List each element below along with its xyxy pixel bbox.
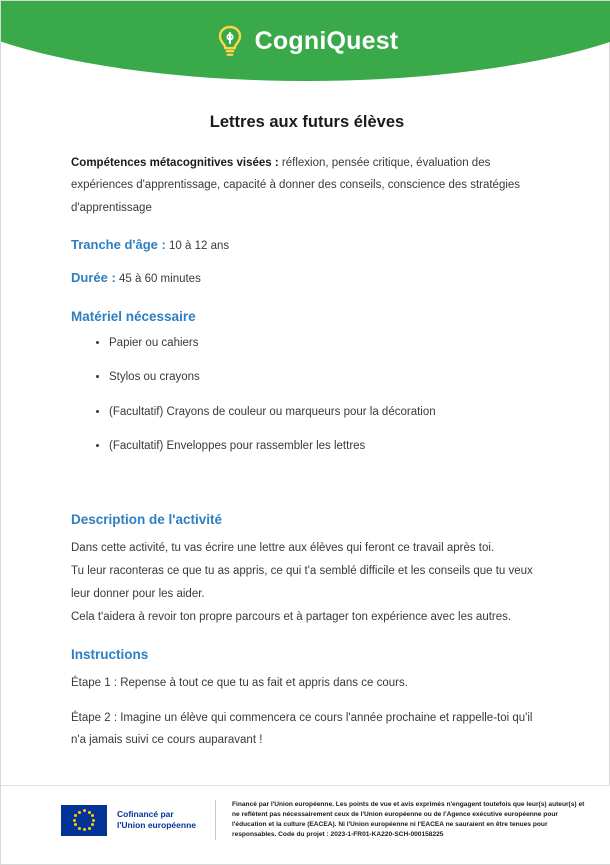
page-footer [1, 785, 610, 864]
document-content [71, 101, 543, 765]
cofunded-label: Cofinancé par l'Union européenne [117, 808, 196, 831]
page-title: Lettres aux futurs élèves [209, 113, 405, 131]
list-item: • (Facultatif) Enveloppes pour rassembler les lettres [109, 437, 543, 455]
description-line: Cela t'aidera à revoir ton propre parcours et à partager ton expérience avec les autres. [71, 610, 512, 623]
lightbulb-icon [214, 23, 246, 59]
instruction-step: Étape 2 : Imagine un élève qui commencera ce cours l'année prochaine et rappelle-toi qu'il n'a jamais suivi ce cours auparavant ! [71, 711, 533, 747]
age-range-value: 10 à 12 ans [165, 240, 230, 253]
description-line: Dans cette activité, tu vas écrire une lettre aux élèves qui feront ce travail après toi. [71, 541, 495, 554]
brand-name: CogniQuest [254, 26, 399, 55]
list-item: • Stylos ou crayons [109, 368, 543, 386]
instruction-step: Étape 1 : Repense à tout ce que tu as fait et appris dans ce cours. [71, 676, 408, 689]
description-heading: Description de l'activité [71, 511, 223, 527]
list-item: • (Facultatif) Crayons de couleur ou marqueurs pour la décoration [109, 403, 543, 421]
list-item: • Papier ou cahiers [109, 334, 543, 352]
competences-label: Compétences métacognitives visées : [71, 157, 279, 169]
materials-list [71, 334, 543, 456]
duration-value: 45 à 60 minutes [115, 273, 201, 286]
brand-lockup [1, 23, 610, 59]
instructions-heading: Instructions [71, 646, 149, 662]
description-line: Tu leur raconteras ce que tu as appris, ce qui t'a semblé difficile et les conseils que tu veux leur donner pour les aider. [71, 564, 533, 600]
competences-text: réflexion, pensée critique, évaluation des expériences d'apprentissage, capacité à donner des conseils, conscience des stratégies d'apprentissage [71, 157, 521, 214]
header-banner [1, 1, 610, 87]
age-range-label: Tranche d'âge : [71, 237, 166, 253]
footer-divider [215, 800, 216, 840]
duration-line [71, 266, 543, 291]
age-range-line [71, 233, 543, 258]
eu-flag-icon [61, 805, 107, 836]
duration-label: Durée : [71, 270, 116, 286]
competences-paragraph [71, 152, 543, 219]
spacer [71, 472, 543, 494]
funding-disclaimer: Financé par l'Union européenne. Les points de vue et avis exprimés n'engagent toutefois que leur(s) auteur(s) et ne reflètent pas nécessairement ceux de l'Union européenne ou de l'Agence exécutive européenne pour l'éducation et la culture (EACEA). Ni l'Union européenne ni l'EACEA ne sauraient en être tenues pour responsables. Code du projet : 2023-1-FR01-KA220-SCH-000158225 [232, 801, 585, 839]
materials-heading: Matériel nécessaire [71, 308, 196, 324]
